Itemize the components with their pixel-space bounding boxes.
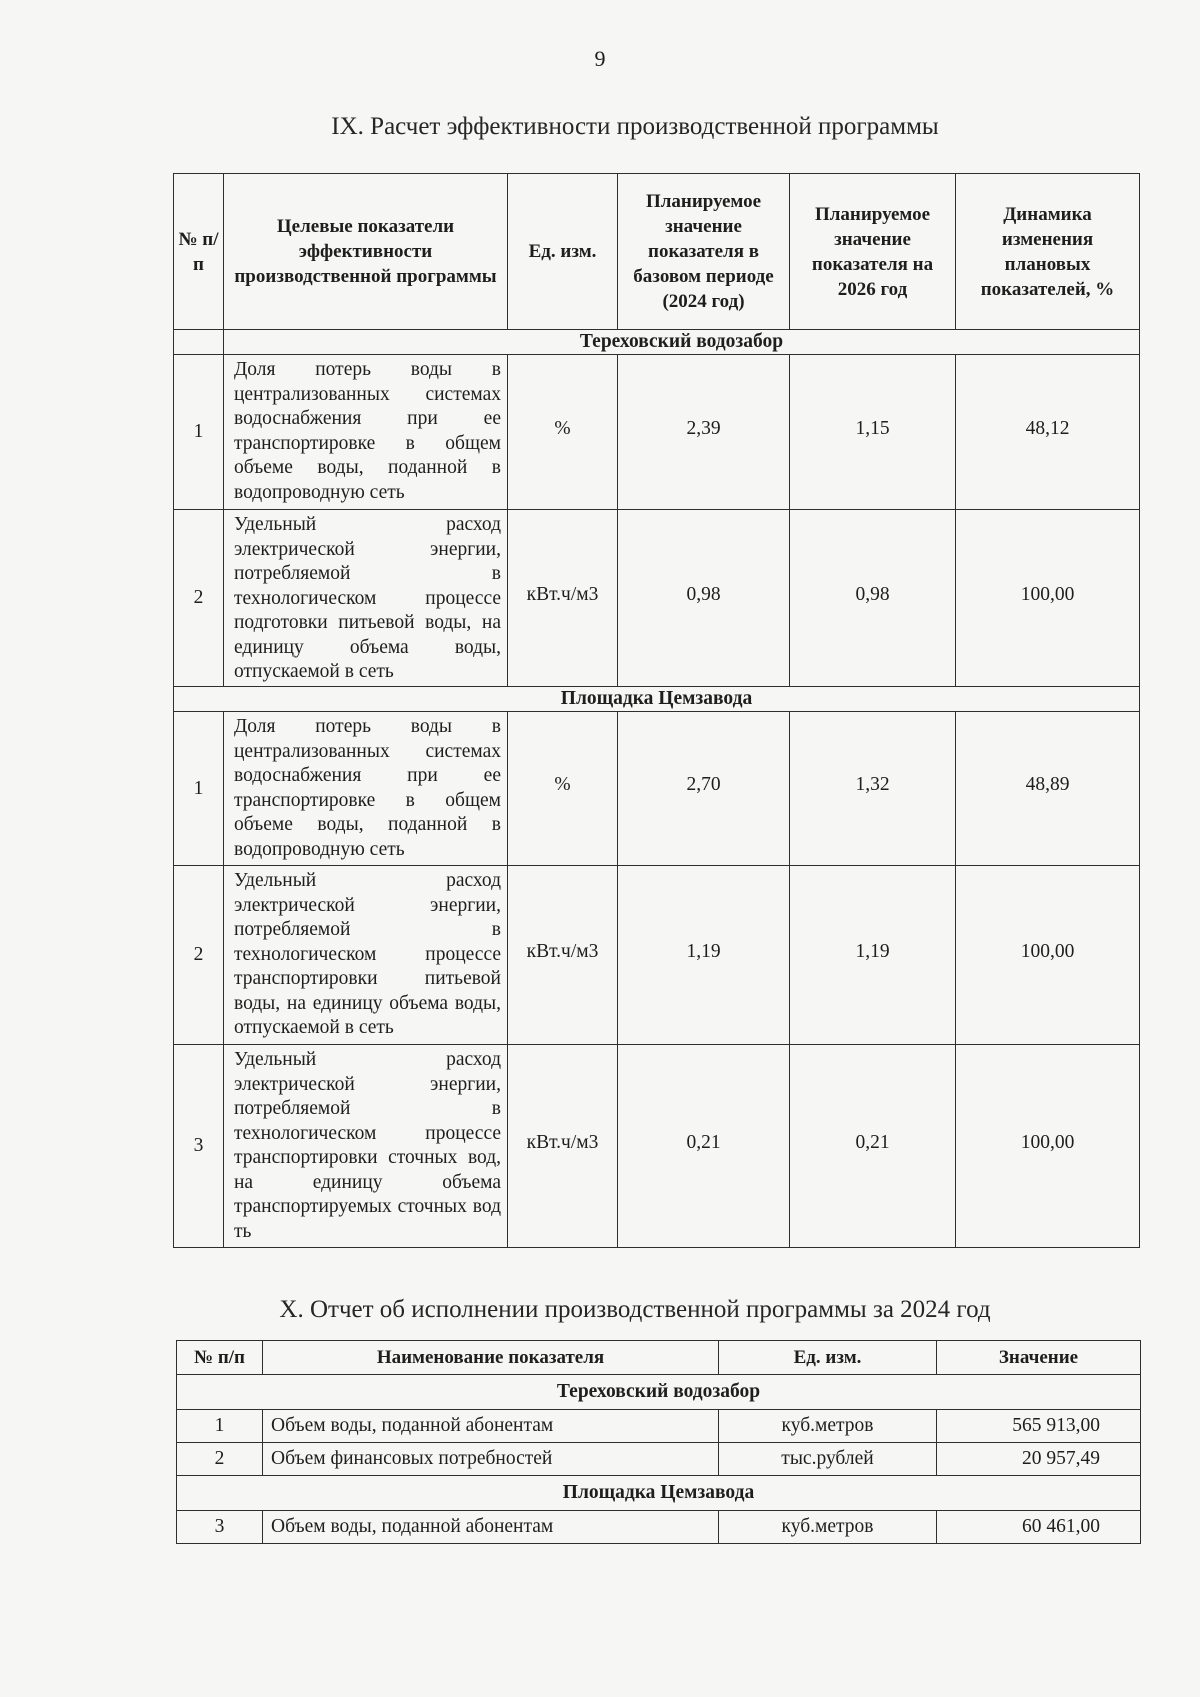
row-base-value: 1,19 [618,866,790,1045]
header-num: № п/п [177,1341,263,1375]
header-num: № п/п [174,174,224,330]
row-base-value: 2,39 [618,355,790,510]
row-unit: куб.метров [719,1511,937,1544]
group-name: Тереховский водозабор [177,1375,1141,1410]
table-row [174,1045,1140,1248]
table-header-row [177,1341,1141,1375]
row-value: 565 913,00 [937,1410,1141,1443]
group-spacer-cell [174,330,224,355]
row-dynamics: 100,00 [956,866,1140,1045]
page-number: 9 [594,46,606,71]
row-num: 2 [174,866,224,1045]
header-name: Наименование показателя [263,1341,719,1375]
row-num: 1 [177,1410,263,1443]
row-dynamics: 100,00 [956,1045,1140,1248]
row-plan-value: 1,19 [790,866,956,1045]
row-unit: % [508,712,618,866]
row-dynamics: 100,00 [956,510,1140,687]
efficiency-table [173,173,1140,1248]
row-unit: кВт.ч/м3 [508,510,618,687]
row-plan-value: 0,98 [790,510,956,687]
row-num: 2 [177,1443,263,1476]
row-indicator: Удельный расход электрической энергии, потребляемой в технологическом процессе транспортировки сточных вод, на единицу объема транспортируемых сточных вод ть [224,1045,508,1248]
row-dynamics: 48,89 [956,712,1140,866]
table-row [174,355,1140,510]
row-num: 3 [177,1511,263,1544]
header-plan-value: Планируемое значение показателя на 2026 год [790,174,956,330]
row-num: 3 [174,1045,224,1248]
header-unit: Ед. изм. [719,1341,937,1375]
group-name: Площадка Цемзавода [174,687,1140,712]
table-row [174,510,1140,687]
table-row [174,712,1140,866]
group-row [177,1476,1141,1511]
section-10-title: X. Отчет об исполнении производственной программы за 2024 год [279,1296,991,1323]
header-dynamics: Динамика изменения плановых показателей, % [956,174,1140,330]
row-name: Объем воды, поданной абонентам [263,1410,719,1443]
program-report-table [176,1340,1141,1544]
row-num: 1 [174,712,224,866]
row-dynamics: 48,12 [956,355,1140,510]
table-row [177,1443,1141,1476]
row-num: 2 [174,510,224,687]
row-plan-value: 1,15 [790,355,956,510]
table-row [177,1410,1141,1443]
group-name: Площадка Цемзавода [177,1476,1141,1511]
row-value: 60 461,00 [937,1511,1141,1544]
header-value: Значение [937,1341,1141,1375]
table-row [177,1511,1141,1544]
row-indicator: Удельный расход электрической энергии, потребляемой в технологическом процессе транспортировки питьевой воды, на единицу объема воды, отпускаемой в сеть [224,866,508,1045]
group-row [177,1375,1141,1410]
group-row [174,687,1140,712]
row-base-value: 0,98 [618,510,790,687]
row-unit: кВт.ч/м3 [508,866,618,1045]
row-unit: кВт.ч/м3 [508,1045,618,1248]
row-value: 20 957,49 [937,1443,1141,1476]
row-unit: % [508,355,618,510]
row-base-value: 2,70 [618,712,790,866]
header-indicator: Целевые показатели эффективности производственной программы [224,174,508,330]
header-base-value: Планируемое значение показателя в базовом периоде (2024 год) [618,174,790,330]
table-header-row [174,174,1140,330]
row-name: Объем финансовых потребностей [263,1443,719,1476]
row-indicator: Удельный расход электрической энергии, потребляемой в технологическом процессе подготовки питьевой воды, на единицу объема воды, отпускаемой в сеть [224,510,508,687]
row-unit: тыс.рублей [719,1443,937,1476]
row-unit: куб.метров [719,1410,937,1443]
row-plan-value: 0,21 [790,1045,956,1248]
table-row [174,866,1140,1045]
header-unit: Ед. изм. [508,174,618,330]
section-9-title: IX. Расчет эффективности производственной программы [331,113,939,140]
row-num: 1 [174,355,224,510]
row-plan-value: 1,32 [790,712,956,866]
row-base-value: 0,21 [618,1045,790,1248]
row-indicator: Доля потерь воды в централизованных системах водоснабжения при ее транспортировке в общем объеме воды, поданной в водопроводную сеть [224,355,508,510]
group-row [174,330,1140,355]
row-name: Объем воды, поданной абонентам [263,1511,719,1544]
row-indicator: Доля потерь воды в централизованных системах водоснабжения при ее транспортировке в общем объеме воды, поданной в водопроводную сеть [224,712,508,866]
group-name: Тереховский водозабор [224,330,1140,355]
